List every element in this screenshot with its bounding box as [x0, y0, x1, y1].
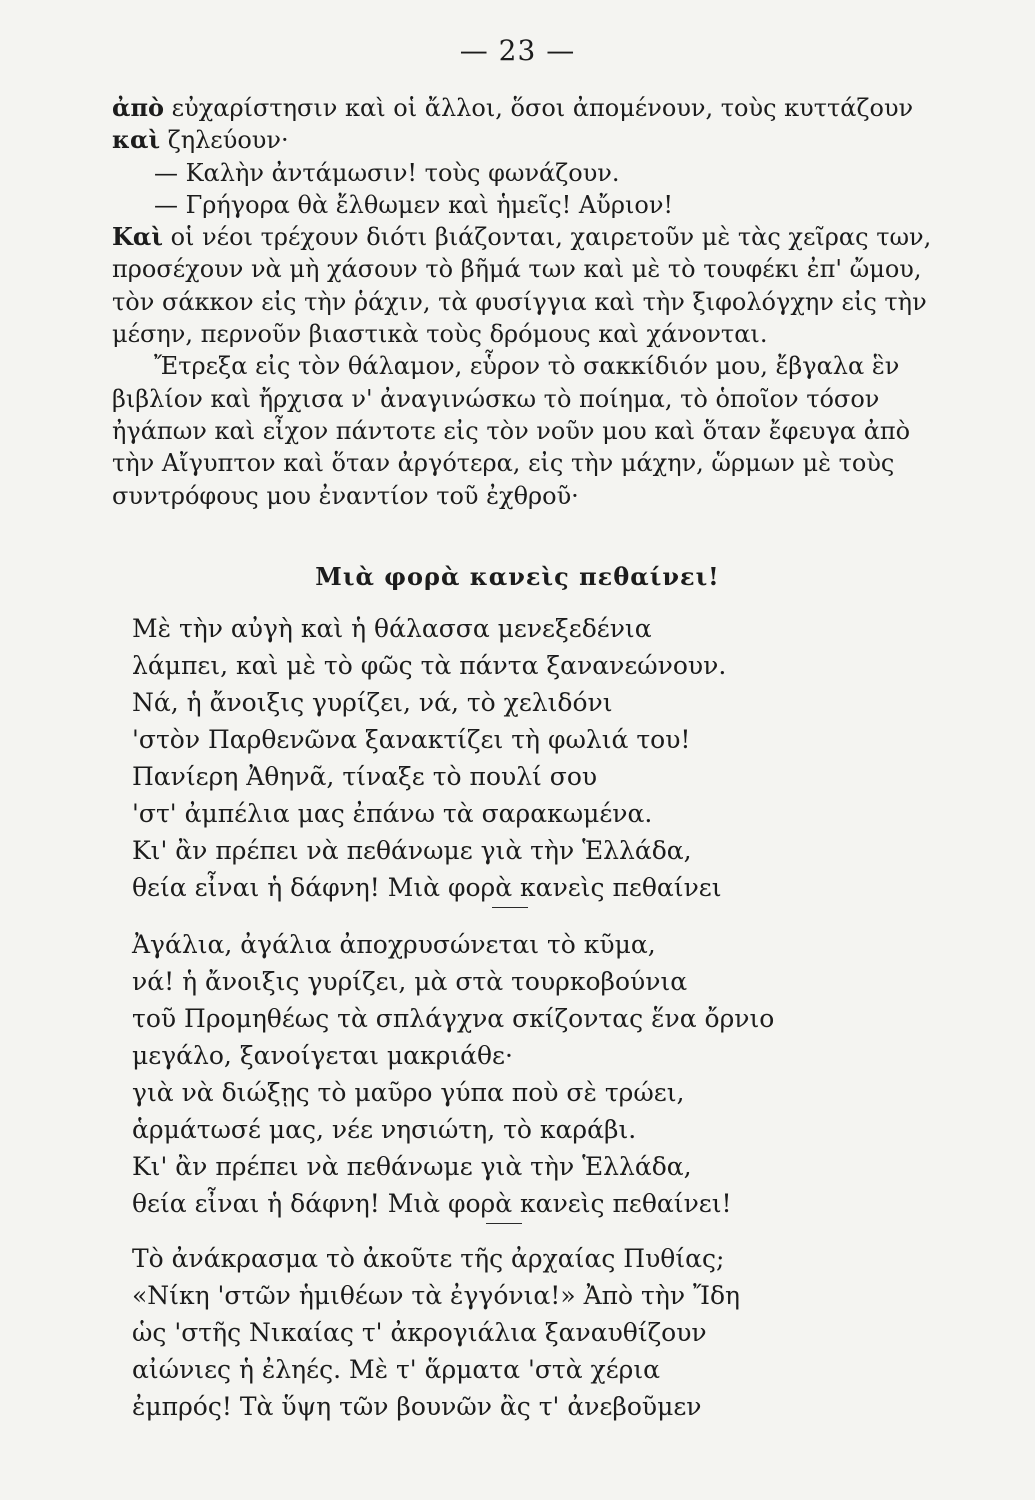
- prose-line: Καὶ οἱ νέοι τρέχουν διότι βιάζονται, χαιρετοῦν μὲ τὰς χεῖρας των,: [112, 222, 932, 252]
- poem-line: θεία εἶναι ἡ δάφνη! Μιὰ φορὰ κανεὶς πεθαίνει: [132, 873, 722, 902]
- poem-line: γιὰ νὰ διώξῃς τὸ μαῦρο γύπα ποὺ σὲ τρώει,: [132, 1078, 685, 1107]
- prose-line: συντρόφους μου ἐναντίον τοῦ ἐχθροῦ·: [112, 481, 579, 510]
- prose-line: — Γρήγορα θὰ ἔλθωμεν καὶ ἡμεῖς! Αὔριον!: [154, 190, 674, 219]
- poem-line: Ἀγάλια, ἀγάλια ἀποχρυσώνεται τὸ κῦμα,: [132, 930, 656, 959]
- prose-paragraphs: [112, 92, 972, 512]
- poem-line: Μὲ τὴν αὐγὴ καὶ ἡ θάλασσα μενεξεδένια: [132, 614, 652, 643]
- prose-line: μέσην, περνοῦν βιαστικὰ τοὺς δρόμους καὶ χάνονται.: [112, 320, 768, 349]
- poem-line: Κι' ἂν πρέπει νὰ πεθάνωμε γιὰ τὴν Ἑλλάδα,: [132, 836, 692, 865]
- stanza-divider: [486, 1223, 522, 1224]
- prose-line: — Καλὴν ἀντάμωσιν! τοὺς φωνάζουν.: [154, 158, 620, 187]
- poem-line: μεγάλο, ξανοίγεται μακριάθε·: [132, 1041, 513, 1070]
- poem-line: ἐμπρός! Τὰ ὕψη τῶν βουνῶν ἂς τ' ἀνεβοῦμεν: [132, 1392, 702, 1421]
- prose-line: προσέχουν νὰ μὴ χάσουν τὸ βῆμά των καὶ μὲ τὸ τουφέκι ἐπ' ὤμου,: [112, 255, 922, 284]
- prose-line: τὸν σάκκον εἰς τὴν ῥάχιν, τὰ φυσίγγια καὶ τὴν ξιφολόγχην εἰς τὴν: [112, 287, 927, 316]
- poem-stanza-2: [132, 926, 952, 1222]
- poem-line: «Νίκη 'στῶν ἡμιθέων τὰ ἐγγόνια!» Ἀπὸ τὴν Ἴδη: [132, 1281, 741, 1310]
- poem-line: τοῦ Προμηθέως τὰ σπλάγχνα σκίζοντας ἕνα ὄρνιο: [132, 1004, 775, 1033]
- prose-line: τὴν Αἴγυπτον καὶ ὅταν ἀργότερα, εἰς τὴν μάχην, ὥρμων μὲ τοὺς: [112, 449, 895, 478]
- poem-line: θεία εἶναι ἡ δάφνη! Μιὰ φορὰ κανεὶς πεθαίνει!: [132, 1189, 732, 1218]
- prose-line: βιβλίον καὶ ἤρχισα ν' ἀναγινώσκω τὸ ποίημα, τὸ ὁποῖον τόσον: [112, 384, 880, 413]
- prose-line: καὶ ζηλεύουν·: [112, 125, 289, 155]
- poem-line: Πανίερη Ἀθηνᾶ, τίναξε τὸ πουλί σου: [132, 762, 598, 791]
- poem-line: Νά, ἡ ἄνοιξις γυρίζει, νά, τὸ χελιδόνι: [132, 688, 613, 717]
- poem-line: αἰώνιες ἡ ἐληές. Μὲ τ' ἅρματα 'στὰ χέρια: [132, 1355, 661, 1384]
- stanza-divider: [492, 907, 528, 908]
- poem-line: 'στ' ἀμπέλια μας ἐπάνω τὰ σαρακωμένα.: [132, 799, 653, 828]
- prose-line: ἠγάπων καὶ εἶχον πάντοτε εἰς τὸν νοῦν μου καὶ ὅταν ἔφευγα ἀπὸ: [112, 416, 911, 445]
- prose-line: Ἔτρεξα εἰς τὸν θάλαμον, εὗρον τὸ σακκίδιόν μου, ἔβγαλα ἓν: [154, 352, 900, 381]
- poem-stanza-3: [132, 1240, 952, 1425]
- poem-stanza-1: [132, 610, 952, 906]
- poem-line: ὡς 'στῆς Νικαίας τ' ἀκρογιάλια ξαναυθίζουν: [132, 1318, 707, 1347]
- page-number: — 23 —: [459, 34, 576, 67]
- poem-line: ἁρμάτωσέ μας, νέε νησιώτη, τὸ καράβι.: [132, 1115, 637, 1144]
- prose-line: ἀπὸ εὐχαρίστησιν καὶ οἱ ἄλλοι, ὅσοι ἀπομένουν, τοὺς κυττάζουν: [112, 93, 914, 122]
- poem-line: 'στὸν Παρθενῶνα ξανακτίζει τὴ φωλιά του!: [132, 725, 691, 754]
- poem-line: Κι' ἂν πρέπει νὰ πεθάνωμε γιὰ τὴν Ἑλλάδα,: [132, 1152, 692, 1181]
- poem-title: Μιὰ φορὰ κανεὶς πεθαίνει!: [315, 562, 720, 591]
- poem-line: νά! ἡ ἄνοιξις γυρίζει, μὰ στὰ τουρκοβούνια: [132, 967, 688, 996]
- poem-line: Τὸ ἀνάκρασμα τὸ ἀκοῦτε τῆς ἀρχαίας Πυθίας;: [132, 1244, 725, 1273]
- poem-line: λάμπει, καὶ μὲ τὸ φῶς τὰ πάντα ξανανεώνουν.: [132, 651, 727, 680]
